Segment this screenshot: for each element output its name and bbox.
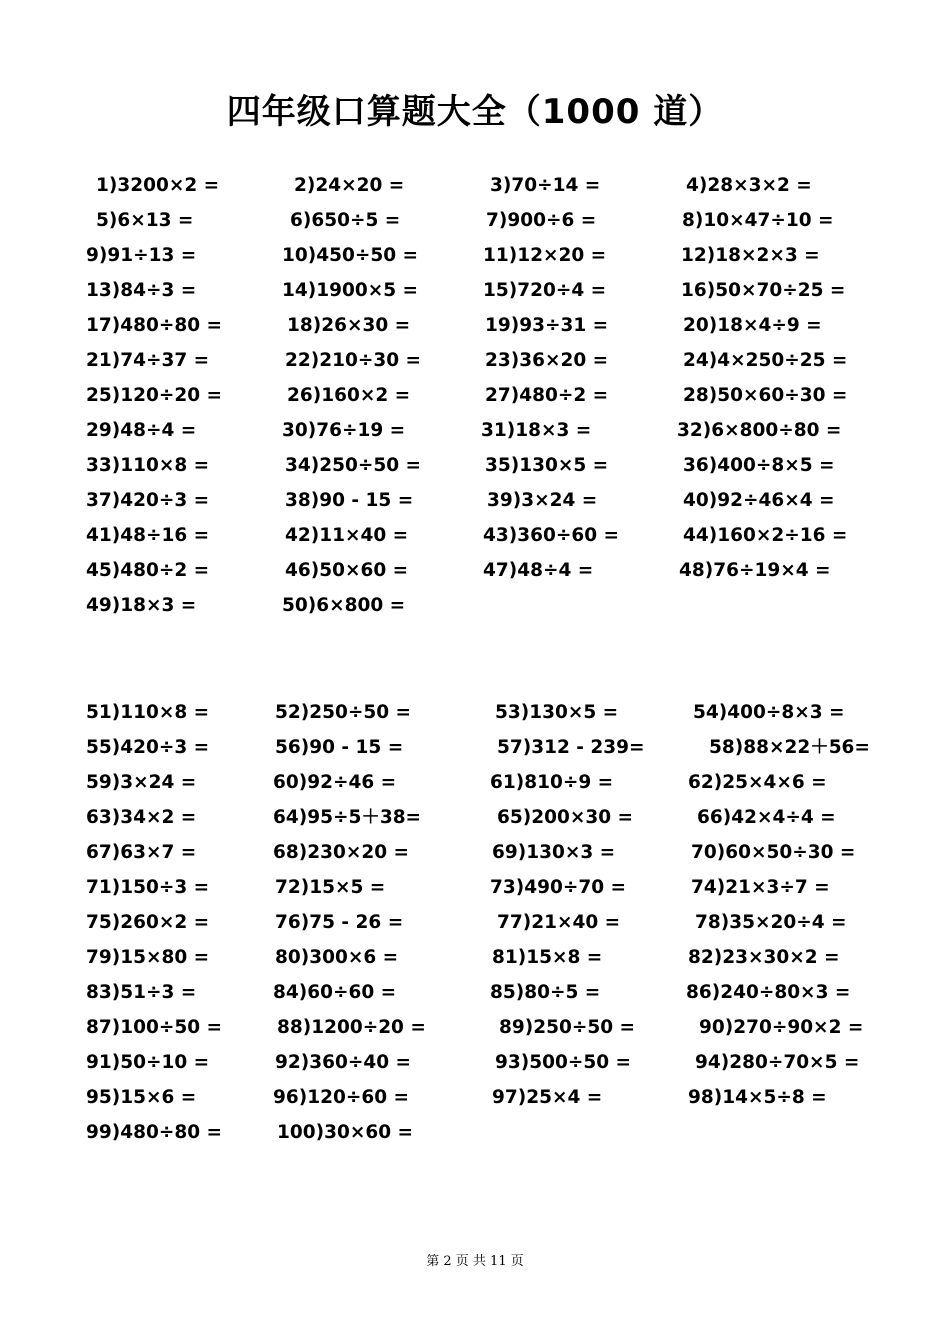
problem-item: 57)312 - 239= xyxy=(497,737,645,758)
problem-row xyxy=(0,1052,950,1087)
problem-item: 97)25×4 = xyxy=(492,1087,603,1108)
problem-item: 44)160×2÷16 = xyxy=(683,525,848,546)
problem-item: 29)48÷4 = xyxy=(86,420,197,441)
problem-item: 96)120÷60 = xyxy=(273,1087,410,1108)
problem-item: 89)250÷50 = xyxy=(499,1017,636,1038)
problem-item: 23)36×20 = xyxy=(485,350,609,371)
problem-item: 92)360÷40 = xyxy=(275,1052,412,1073)
problem-item: 91)50÷10 = xyxy=(86,1052,210,1073)
problem-item: 15)720÷4 = xyxy=(483,280,607,301)
problem-item: 56)90 - 15 = xyxy=(275,737,404,758)
problem-item: 59)3×24 = xyxy=(86,772,197,793)
problem-item: 85)80÷5 = xyxy=(490,982,601,1003)
problem-item: 49)18×3 = xyxy=(86,595,197,616)
problem-item: 35)130×5 = xyxy=(485,455,609,476)
problem-item: 73)490÷70 = xyxy=(490,877,627,898)
problem-item: 12)18×2×3 = xyxy=(681,245,820,266)
problem-item: 16)50×70÷25 = xyxy=(681,280,846,301)
problem-row xyxy=(0,877,950,912)
problem-item: 10)450÷50 = xyxy=(282,245,419,266)
problem-item: 71)150÷3 = xyxy=(86,877,210,898)
problem-item: 36)400÷8×5 = xyxy=(683,455,835,476)
problem-item: 4)28×3×2 = xyxy=(686,175,812,196)
problem-item: 40)92÷46×4 = xyxy=(683,490,835,511)
problem-item: 68)230×20 = xyxy=(273,842,410,863)
problem-row xyxy=(0,385,950,420)
problem-item: 61)810÷9 = xyxy=(490,772,614,793)
problem-item: 8)10×47÷10 = xyxy=(682,210,834,231)
problem-item: 66)42×4÷4 = xyxy=(697,807,836,828)
page-title: 四年级口算题大全（1000 道） xyxy=(226,92,724,132)
problem-item: 52)250÷50 = xyxy=(275,702,412,723)
problem-item: 93)500÷50 = xyxy=(495,1052,632,1073)
problem-item: 3)70÷14 = xyxy=(490,175,601,196)
problem-item: 41)48÷16 = xyxy=(86,525,210,546)
problem-row xyxy=(0,1017,950,1052)
problem-row xyxy=(0,982,950,1017)
problem-item: 25)120÷20 = xyxy=(86,385,223,406)
problem-item: 80)300×6 = xyxy=(275,947,399,968)
problem-row xyxy=(0,175,950,210)
problem-item: 67)63×7 = xyxy=(86,842,197,863)
problem-item: 45)480÷2 = xyxy=(86,560,210,581)
problem-row xyxy=(0,737,950,772)
problem-item: 63)34×2 = xyxy=(86,807,197,828)
problem-item: 94)280÷70×5 = xyxy=(695,1052,860,1073)
problem-item: 19)93÷31 = xyxy=(485,315,609,336)
problem-item: 62)25×4×6 = xyxy=(688,772,827,793)
problem-item: 42)11×40 = xyxy=(285,525,409,546)
problem-item: 55)420÷3 = xyxy=(86,737,210,758)
problem-item: 99)480÷80 = xyxy=(86,1122,223,1143)
problem-item: 6)650÷5 = xyxy=(290,210,401,231)
problem-item: 74)21×3÷7 = xyxy=(691,877,830,898)
problem-item: 34)250÷50 = xyxy=(285,455,422,476)
problem-item: 90)270÷90×2 = xyxy=(699,1017,864,1038)
problem-item: 48)76÷19×4 = xyxy=(679,560,831,581)
problem-item: 69)130×3 = xyxy=(492,842,616,863)
problem-item: 72)15×5 = xyxy=(275,877,386,898)
problem-item: 20)18×4÷9 = xyxy=(683,315,822,336)
problem-item: 37)420÷3 = xyxy=(86,490,210,511)
problem-item: 51)110×8 = xyxy=(86,702,210,723)
problem-row xyxy=(0,1087,950,1122)
problem-item: 82)23×30×2 = xyxy=(688,947,840,968)
problem-item: 22)210÷30 = xyxy=(285,350,422,371)
problem-row xyxy=(0,842,950,877)
problem-item: 86)240÷80×3 = xyxy=(686,982,851,1003)
problem-row xyxy=(0,595,950,630)
problem-row xyxy=(0,280,950,315)
problem-row xyxy=(0,947,950,982)
problem-item: 13)84÷3 = xyxy=(86,280,197,301)
problem-item: 64)95÷5＋38= xyxy=(273,807,422,828)
problem-item: 26)160×2 = xyxy=(287,385,411,406)
problem-item: 7)900÷6 = xyxy=(486,210,597,231)
problem-item: 31)18×3 = xyxy=(481,420,592,441)
problem-item: 50)6×800 = xyxy=(282,595,406,616)
problem-item: 83)51÷3 = xyxy=(86,982,197,1003)
problem-item: 79)15×80 = xyxy=(86,947,210,968)
problem-item: 47)48÷4 = xyxy=(483,560,594,581)
problem-row xyxy=(0,912,950,947)
problem-item: 33)110×8 = xyxy=(86,455,210,476)
problem-item: 87)100÷50 = xyxy=(86,1017,223,1038)
problem-item: 32)6×800÷80 = xyxy=(677,420,842,441)
problem-item: 1)3200×2 = xyxy=(96,175,220,196)
problem-item: 95)15×6 = xyxy=(86,1087,197,1108)
problem-item: 53)130×5 = xyxy=(495,702,619,723)
problem-item: 58)88×22＋56= xyxy=(709,737,870,758)
problem-row xyxy=(0,772,950,807)
problem-row xyxy=(0,245,950,280)
problem-row xyxy=(0,455,950,490)
problem-item: 84)60÷60 = xyxy=(273,982,397,1003)
problem-row xyxy=(0,315,950,350)
problem-row xyxy=(0,1122,950,1157)
problem-item: 76)75 - 26 = xyxy=(275,912,404,933)
problem-item: 14)1900×5 = xyxy=(282,280,419,301)
problem-row xyxy=(0,350,950,385)
problem-item: 39)3×24 = xyxy=(487,490,598,511)
problem-row xyxy=(0,807,950,842)
problem-item: 98)14×5÷8 = xyxy=(688,1087,827,1108)
page-footer: 第 2 页 共 11 页 xyxy=(426,1254,524,1269)
problem-row xyxy=(0,420,950,455)
problem-item: 60)92÷46 = xyxy=(273,772,397,793)
problem-item: 54)400÷8×3 = xyxy=(693,702,845,723)
problem-item: 24)4×250÷25 = xyxy=(683,350,848,371)
problem-row xyxy=(0,702,950,737)
problem-item: 5)6×13 = xyxy=(96,210,194,231)
problem-item: 28)50×60÷30 = xyxy=(683,385,848,406)
problem-row xyxy=(0,525,950,560)
problem-item: 78)35×20÷4 = xyxy=(695,912,847,933)
problem-item: 70)60×50÷30 = xyxy=(691,842,856,863)
problem-item: 81)15×8 = xyxy=(492,947,603,968)
problem-item: 9)91÷13 = xyxy=(86,245,197,266)
problem-item: 46)50×60 = xyxy=(285,560,409,581)
problem-item: 65)200×30 = xyxy=(497,807,634,828)
problem-item: 27)480÷2 = xyxy=(485,385,609,406)
problem-item: 30)76÷19 = xyxy=(282,420,406,441)
problem-row xyxy=(0,560,950,595)
problem-item: 43)360÷60 = xyxy=(483,525,620,546)
problem-item: 2)24×20 = xyxy=(294,175,405,196)
problem-item: 17)480÷80 = xyxy=(86,315,223,336)
problem-item: 100)30×60 = xyxy=(277,1122,414,1143)
problem-item: 11)12×20 = xyxy=(483,245,607,266)
problem-item: 18)26×30 = xyxy=(287,315,411,336)
problem-row xyxy=(0,490,950,525)
problem-item: 38)90 - 15 = xyxy=(285,490,414,511)
problem-item: 21)74÷37 = xyxy=(86,350,210,371)
problem-item: 75)260×2 = xyxy=(86,912,210,933)
problem-row xyxy=(0,210,950,245)
problem-item: 77)21×40 = xyxy=(497,912,621,933)
problem-item: 88)1200÷20 = xyxy=(277,1017,426,1038)
